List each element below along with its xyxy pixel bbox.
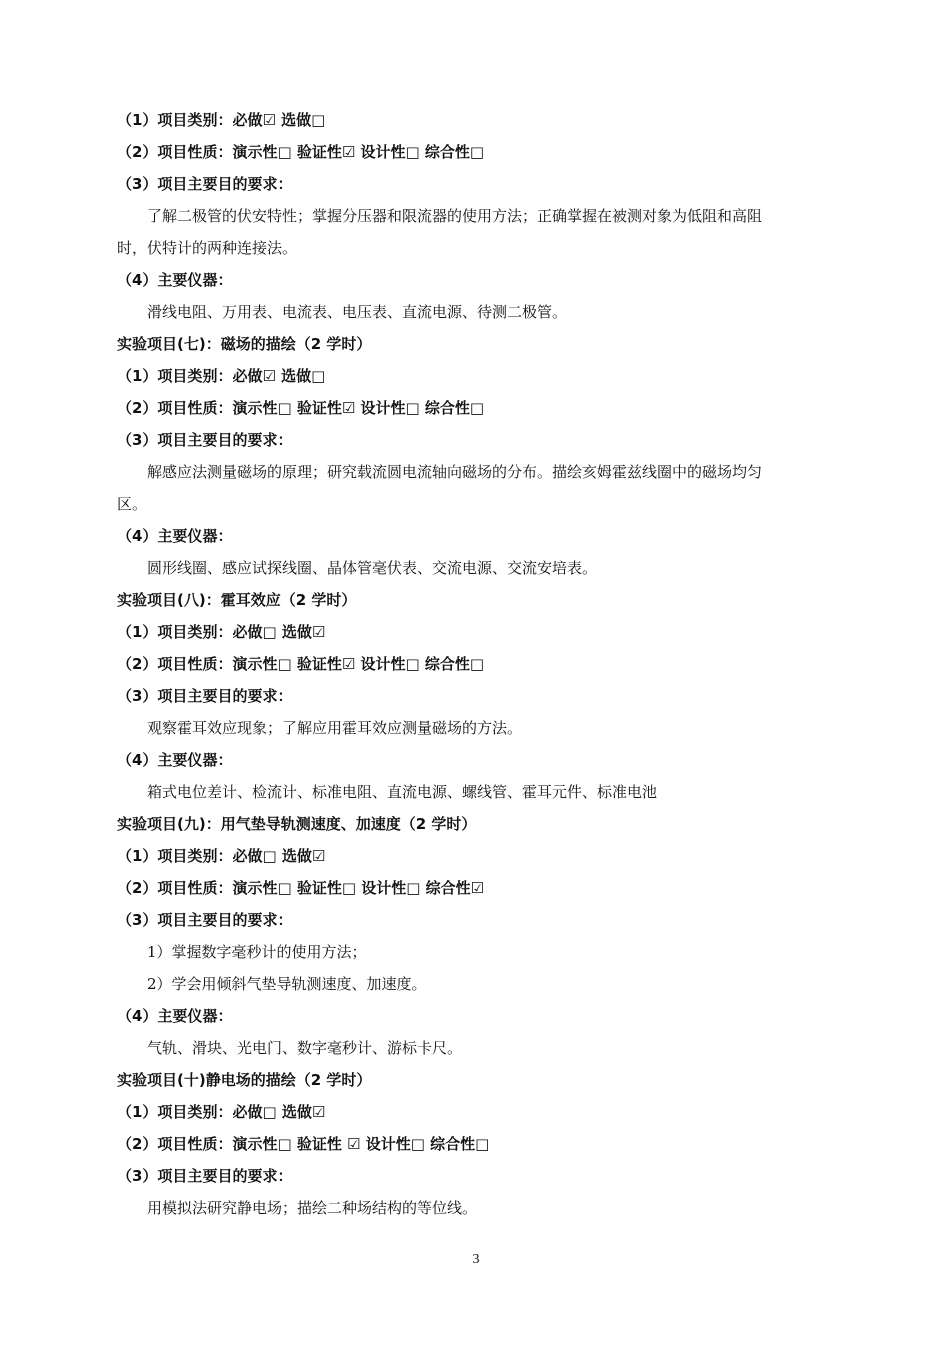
item6-purpose-text-2: 时，伏特计的两种连接法。	[117, 239, 298, 257]
item7-category: （1）项目类别：必做☑ 选做□	[117, 367, 326, 385]
item7-purpose-text-2: 区。	[117, 495, 148, 513]
item6-instruments-text: 滑线电阻、万用表、电流表、电压表、直流电源、待测二极管。	[147, 303, 568, 321]
item8-purpose-text: 观察霍耳效应现象；了解应用霍耳效应测量磁场的方法。	[147, 719, 523, 737]
item7-instruments-text: 圆形线圈、感应试探线圈、晶体管毫伏表、交流电源、交流安培表。	[147, 559, 598, 577]
item10-category: （1）项目类别：必做□ 选做☑	[117, 1103, 326, 1121]
item7-title: 实验项目(七)：磁场的描绘（2 学时）	[117, 335, 372, 353]
item10-title: 实验项目(十)静电场的描绘（2 学时）	[117, 1071, 372, 1089]
item9-purpose-text-2: 2）学会用倾斜气垫导轨测速度、加速度。	[147, 975, 427, 993]
item10-nature: （2）项目性质：演示性□ 验证性 ☑ 设计性□ 综合性□	[117, 1135, 490, 1153]
item9-nature: （2）项目性质：演示性□ 验证性□ 设计性□ 综合性☑	[117, 879, 485, 897]
item6-instruments-heading: （4）主要仪器：	[117, 271, 233, 289]
item9-instruments-text: 气轨、滑块、光电门、数字毫秒计、游标卡尺。	[147, 1039, 463, 1057]
item8-purpose-heading: （3）项目主要目的要求：	[117, 687, 293, 705]
item6-nature: （2）项目性质：演示性□ 验证性☑ 设计性□ 综合性□	[117, 143, 485, 161]
item7-purpose-heading: （3）项目主要目的要求：	[117, 431, 293, 449]
item8-category: （1）项目类别：必做□ 选做☑	[117, 623, 326, 641]
item8-nature: （2）项目性质：演示性□ 验证性☑ 设计性□ 综合性□	[117, 655, 485, 673]
item9-purpose-text-1: 1）掌握数字毫秒计的使用方法；	[147, 943, 367, 961]
item7-nature: （2）项目性质：演示性□ 验证性☑ 设计性□ 综合性□	[117, 399, 485, 417]
item8-instruments-heading: （4）主要仪器：	[117, 751, 233, 769]
item8-instruments-text: 箱式电位差计、检流计、标准电阻、直流电源、螺线管、霍耳元件、标准电池	[147, 783, 658, 801]
item10-purpose-text: 用模拟法研究静电场；描绘二种场结构的等位线。	[147, 1199, 478, 1217]
item6-purpose-text-1: 了解二极管的伏安特性；掌握分压器和限流器的使用方法；正确掌握在被测对象为低阻和高阻	[147, 207, 763, 225]
item9-purpose-heading: （3）项目主要目的要求：	[117, 911, 293, 929]
item6-purpose-heading: （3）项目主要目的要求：	[117, 175, 293, 193]
item10-purpose-heading: （3）项目主要目的要求：	[117, 1167, 293, 1185]
item9-title: 实验项目(九)：用气垫导轨测速度、加速度（2 学时）	[117, 815, 477, 833]
item6-category: （1）项目类别：必做☑ 选做□	[117, 111, 326, 129]
item7-purpose-text-1: 解感应法测量磁场的原理；研究载流圆电流轴向磁场的分布。描绘亥姆霍兹线圈中的磁场均匀	[147, 463, 763, 481]
page-number: 3	[472, 1252, 480, 1267]
item7-instruments-heading: （4）主要仪器：	[117, 527, 233, 545]
item9-category: （1）项目类别：必做□ 选做☑	[117, 847, 326, 865]
item9-instruments-heading: （4）主要仪器：	[117, 1007, 233, 1025]
item8-title: 实验项目(八)：霍耳效应（2 学时）	[117, 591, 357, 609]
